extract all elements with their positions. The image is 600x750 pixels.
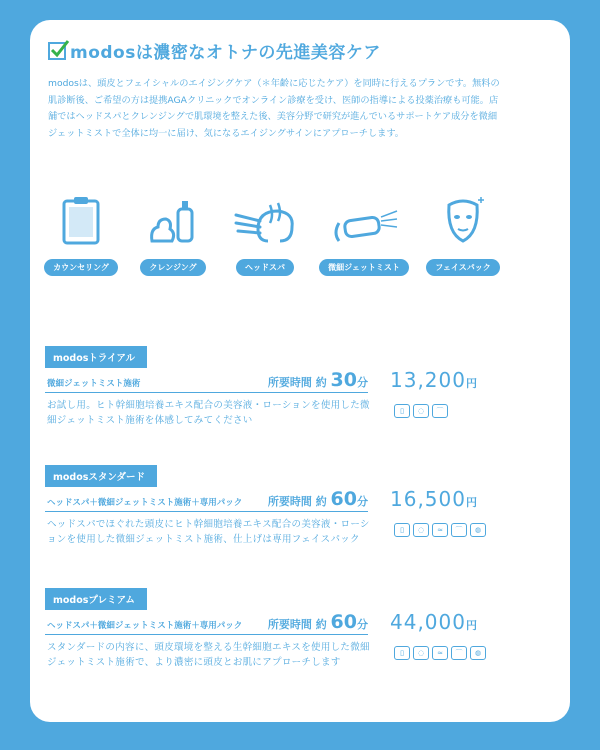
- page-title: [48, 38, 381, 63]
- feature-head-spa: [222, 185, 308, 276]
- cleansing-foam-icon: ◌: [413, 523, 429, 537]
- feature-label: カウンセリング: [44, 259, 118, 276]
- feature-jet-mist: [316, 185, 412, 276]
- plan-name: modosスタンダード: [45, 465, 157, 487]
- title-text: modosは濃密なオトナの先進美容ケア: [70, 43, 381, 63]
- price: 16,500円: [390, 487, 478, 511]
- feature-face-pack: [420, 185, 506, 276]
- feature-label: ヘッドスパ: [236, 259, 294, 276]
- feature-counseling: [38, 185, 124, 276]
- jet-mist-device-icon: ⌒: [451, 523, 467, 537]
- feature-list: [38, 185, 518, 295]
- plan-service-row: [45, 369, 368, 393]
- feature-label: フェイスパック: [426, 259, 500, 276]
- clipboard-icon: ▯: [394, 646, 410, 660]
- duration: 所要時間 約 60分: [267, 488, 368, 510]
- face-mask-icon: ◍: [470, 646, 486, 660]
- face-mask-icon: ◍: [470, 523, 486, 537]
- plan-premium: [45, 588, 505, 668]
- included-icons: [394, 404, 448, 418]
- plan-service-row: [45, 488, 368, 512]
- included-icons: [394, 523, 486, 537]
- intro-paragraph: modosは、頭皮とフェイシャルのエイジングケア（＊年齢に応じたケア）を同時に行えるプランです。無料の肌診断後、ご希望の方は提携AGAクリニックでオンライン診療を受け、医師の指導による投薬治療も可能。店舗ではヘッドスパとクレンジングで肌環境を整えた後、美容分野で研究が進んでいるサポートケア成分を微細ジェットミストで全体に均一に届け、気になるエイジングサインにアプローチします。: [48, 78, 500, 139]
- clipboard-icon: ▯: [394, 523, 410, 537]
- plan-name: modosプレミアム: [45, 588, 147, 610]
- plan-description: ヘッドスパでほぐれた頭皮にヒト幹細胞培養エキス配合の美容液・ローションを使用した微細ジェットミスト施術、仕上げは専用フェイスパック: [47, 519, 370, 545]
- clipboard-icon: [61, 195, 101, 245]
- cleansing-foam-icon: ◌: [413, 404, 429, 418]
- price: 44,000円: [390, 610, 478, 634]
- jet-mist-device-icon: ⌒: [432, 404, 448, 418]
- head-spa-hands-icon: ≈: [432, 523, 448, 537]
- included-icons: [394, 646, 486, 660]
- feature-label: 微細ジェットミスト: [319, 259, 409, 276]
- plan-standard: [45, 465, 505, 545]
- service-name: 微細ジェットミスト施術: [47, 379, 141, 389]
- feature-label: クレンジング: [140, 259, 205, 276]
- head-spa-hands-icon: [234, 201, 296, 245]
- plan-description: お試し用。ヒト幹細胞培養エキス配合の美容液・ローションを使用した微細ジェットミスト施術を体感してみてください: [47, 400, 370, 426]
- duration: 所要時間 約 60分: [267, 611, 368, 633]
- cleansing-foam-icon: ◌: [413, 646, 429, 660]
- clipboard-icon: ▯: [394, 404, 410, 418]
- cleansing-foam-icon: [148, 195, 198, 245]
- plan-description: スタンダードの内容に、頭皮環境を整える生幹細胞エキスを使用した微細ジェットミスト施術で、より濃密に頭皮とお肌にアプローチします: [47, 642, 370, 668]
- jet-mist-device-icon: [329, 209, 399, 245]
- face-mask-icon: [441, 195, 485, 245]
- plan-service-row: [45, 611, 368, 635]
- plan-name: modosトライアル: [45, 346, 147, 368]
- feature-cleansing: [130, 185, 216, 276]
- service-name: ヘッドスパ＋微細ジェットミスト施術＋専用パック: [47, 621, 243, 631]
- checkbox-icon: [48, 42, 66, 60]
- jet-mist-device-icon: ⌒: [451, 646, 467, 660]
- service-name: ヘッドスパ＋微細ジェットミスト施術＋専用パック: [47, 498, 243, 508]
- plan-trial: [45, 346, 505, 426]
- head-spa-hands-icon: ≈: [432, 646, 448, 660]
- duration: 所要時間 約 30分: [267, 369, 368, 391]
- price: 13,200円: [390, 368, 478, 392]
